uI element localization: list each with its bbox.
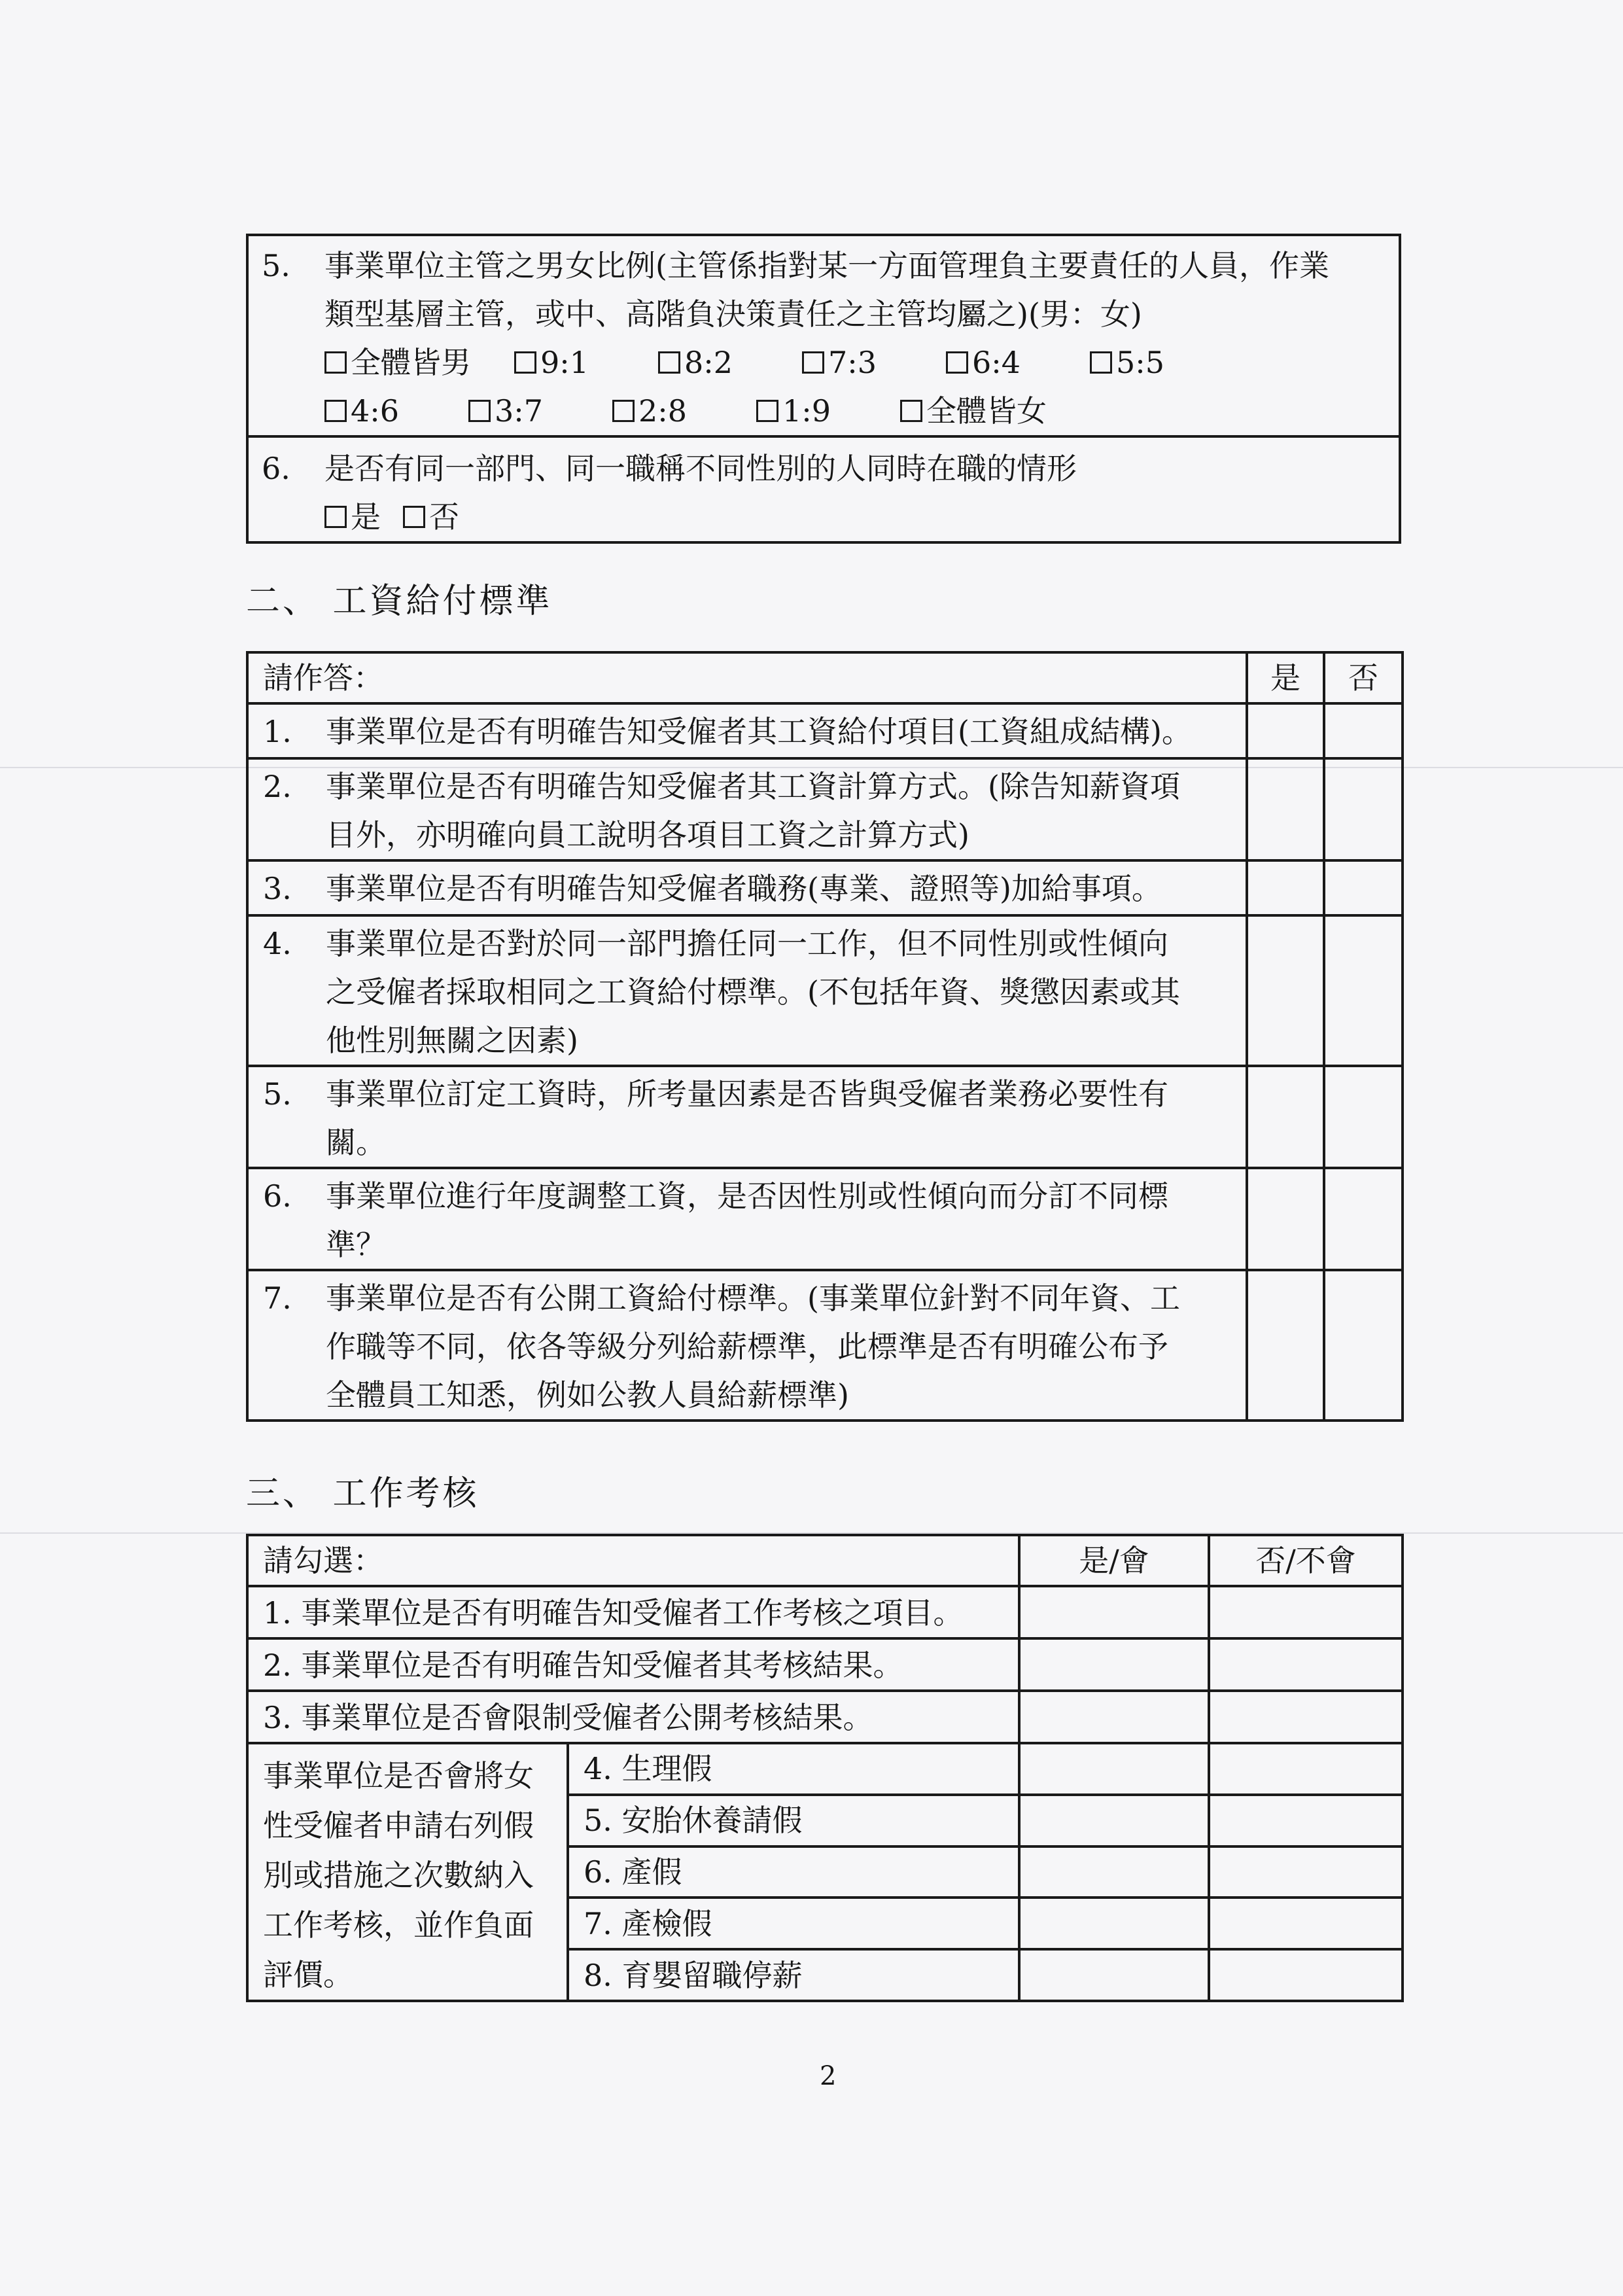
question-cell — [247, 1066, 1247, 1168]
option-label: 7:3 — [828, 345, 877, 380]
question-text-line: 事業單位主管之男女比例(主管係指對某一方面管理負主要責任的人員，作業 — [324, 248, 1329, 283]
question-row — [263, 864, 1246, 913]
yes-no-options — [324, 493, 1399, 541]
answer-cell-yes[interactable] — [1019, 1846, 1209, 1898]
checkbox[interactable] — [756, 400, 778, 422]
question-text-line: 之受僱者採取相同之工資給付標準。(不包括年資、獎懲因素或其 — [326, 974, 1180, 1010]
ratio-options-row — [324, 338, 1399, 387]
answer-cell-no[interactable] — [1209, 1586, 1403, 1638]
table-row — [247, 703, 1403, 758]
option-label: 1:9 — [782, 393, 831, 429]
answer-cell-yes[interactable] — [1019, 1795, 1209, 1846]
checkbox[interactable] — [658, 351, 680, 374]
table-row — [247, 1586, 1403, 1638]
question-cell: 3. 事業單位是否會限制受僱者公開考核結果。 — [247, 1691, 1019, 1743]
question-text-line: 事業單位進行年度調整工資，是否因性別或性傾向而分訂不同標 — [326, 1178, 1168, 1214]
leave-type-cell: 5. 安胎休養請假 — [568, 1795, 1019, 1846]
question-cell — [247, 860, 1247, 915]
question-text-line: 事業單位是否對於同一部門擔任同一工作，但不同性別或性傾向 — [326, 926, 1168, 961]
option-label: 全體皆女 — [926, 393, 1047, 429]
table-header-prompt: 請勾選： — [247, 1535, 1019, 1586]
checkbox[interactable] — [612, 400, 635, 422]
option-label: 6:4 — [972, 345, 1021, 380]
question-text-line: 目外，亦明確向員工說明各項目工資之計算方式) — [326, 817, 969, 853]
checkbox[interactable] — [468, 400, 491, 422]
question-row — [263, 919, 1246, 1065]
answer-cell-yes[interactable] — [1019, 1949, 1209, 2001]
question-text — [326, 864, 1246, 913]
option-label: 3:7 — [495, 393, 544, 429]
group-label-line: 性受僱者申請右列假 — [263, 1808, 534, 1843]
question-number: 1. — [263, 714, 292, 749]
answer-cell-no[interactable] — [1209, 1795, 1403, 1846]
answer-cell-yes[interactable] — [1247, 1066, 1324, 1168]
table-row — [247, 1743, 1403, 1795]
table-row — [247, 758, 1403, 860]
answer-cell-yes[interactable] — [1247, 703, 1324, 758]
table-header-prompt: 請作答： — [247, 652, 1247, 703]
question-number: 5. — [263, 1076, 292, 1112]
leave-type-cell: 4. 生理假 — [568, 1743, 1019, 1795]
question-text-line: 事業單位是否有明確告知受僱者其工資計算方式。(除告知薪資項 — [326, 769, 1180, 804]
column-header-yes: 是 — [1247, 652, 1324, 703]
answer-cell-no[interactable] — [1324, 758, 1403, 860]
table-row — [247, 915, 1403, 1066]
ratio-option[interactable] — [946, 338, 1090, 387]
table-row — [247, 860, 1403, 915]
ratio-option[interactable] — [900, 387, 1083, 435]
table-row — [247, 1638, 1403, 1691]
question-cell — [247, 758, 1247, 860]
question-text-line: 全體員工知悉，例如公教人員給薪標準) — [326, 1377, 849, 1413]
performance-review-table — [246, 1534, 1404, 2002]
option-label: 5:5 — [1116, 345, 1165, 380]
question-cell — [247, 915, 1247, 1066]
question-5-cell — [247, 235, 1400, 436]
checkbox[interactable] — [514, 351, 536, 374]
question-row — [263, 1274, 1246, 1419]
ratio-options-row — [324, 387, 1399, 435]
answer-cell-yes[interactable] — [1247, 860, 1324, 915]
option-label: 8:2 — [684, 345, 733, 380]
answer-cell-no[interactable] — [1209, 1846, 1403, 1898]
option-label: 2:8 — [638, 393, 688, 429]
question-text-line: 事業單位訂定工資時，所考量因素是否皆與受僱者業務必要性有 — [326, 1076, 1168, 1112]
question-cell — [247, 703, 1247, 758]
question-row — [263, 1172, 1246, 1269]
answer-cell-yes[interactable] — [1019, 1743, 1209, 1795]
question-cell — [247, 1168, 1247, 1270]
ratio-option[interactable] — [468, 387, 612, 435]
leave-type-cell: 7. 產檢假 — [568, 1898, 1019, 1949]
option-label: 否 — [429, 499, 459, 535]
answer-cell-no[interactable] — [1324, 703, 1403, 758]
question-text — [326, 1172, 1246, 1269]
question-number: 5. — [262, 248, 290, 283]
question-text — [326, 762, 1246, 859]
answer-cell-no[interactable] — [1209, 1898, 1403, 1949]
column-header-no: 否/不會 — [1209, 1535, 1403, 1586]
option-label: 是 — [351, 499, 381, 535]
section3-title: 三、 工作考核 — [246, 1474, 480, 1513]
answer-cell-no[interactable] — [1324, 1066, 1403, 1168]
question-cell: 2. 事業單位是否有明確告知受僱者其考核結果。 — [247, 1638, 1019, 1691]
ratio-option[interactable] — [756, 387, 900, 435]
question-number: 6. — [263, 1178, 292, 1214]
question-text-line: 他性別無關之因素) — [326, 1023, 578, 1058]
question-6-body — [324, 444, 1399, 541]
answer-cell-no[interactable] — [1209, 1949, 1403, 2001]
answer-cell-yes[interactable] — [1019, 1638, 1209, 1691]
ratio-option[interactable] — [514, 338, 658, 387]
answer-cell-no[interactable] — [1324, 860, 1403, 915]
checkbox[interactable] — [324, 400, 347, 422]
answer-cell-no[interactable] — [1324, 915, 1403, 1066]
question-5-text — [324, 241, 1399, 435]
ratio-option[interactable] — [324, 338, 514, 387]
question-row — [263, 1070, 1246, 1167]
leave-type-cell: 8. 育嬰留職停薪 — [568, 1949, 1019, 2001]
answer-cell-yes[interactable] — [1019, 1586, 1209, 1638]
answer-cell-yes[interactable] — [1247, 1168, 1324, 1270]
question-number: 2. — [263, 769, 292, 804]
answer-cell-yes[interactable] — [1019, 1691, 1209, 1743]
wage-standard-table — [246, 651, 1404, 1422]
checkbox[interactable] — [324, 351, 347, 374]
answer-cell-yes[interactable] — [1247, 1270, 1324, 1421]
column-header-no: 否 — [1324, 652, 1403, 703]
question-6-cell — [247, 436, 1400, 542]
section2-title: 二、 工資給付標準 — [246, 582, 553, 621]
checkbox[interactable] — [324, 506, 347, 528]
checkbox[interactable] — [1090, 351, 1112, 374]
ratio-option[interactable] — [324, 387, 468, 435]
option-label: 4:6 — [351, 393, 400, 429]
ratio-option[interactable] — [658, 338, 802, 387]
checkbox[interactable] — [900, 400, 922, 422]
question-text — [326, 1274, 1246, 1419]
table-row — [247, 1168, 1403, 1270]
answer-cell-no[interactable] — [1209, 1638, 1403, 1691]
question-text-line: 關。 — [326, 1125, 386, 1160]
question-row — [263, 707, 1246, 756]
page-number: 2 — [820, 2061, 837, 2091]
question-row — [263, 762, 1246, 859]
group-label-line: 別或措施之次數納入 — [263, 1858, 534, 1893]
group-label-line: 事業單位是否會將女 — [263, 1758, 534, 1793]
option-label: 全體皆男 — [351, 345, 471, 380]
group-label-line: 工作考核，並作負面 — [263, 1907, 534, 1943]
answer-cell-no[interactable] — [1324, 1168, 1403, 1270]
question-text-line: 作職等不同，依各等級分列給薪標準，此標準是否有明確公布予 — [326, 1329, 1168, 1364]
answer-cell-yes[interactable] — [1019, 1898, 1209, 1949]
question-text — [326, 707, 1246, 756]
section1-table — [246, 234, 1401, 544]
answer-cell-yes[interactable] — [1247, 915, 1324, 1066]
question-number: 4. — [263, 926, 292, 961]
question-text-line: 類型基層主管，或中、高階負決策責任之主管均屬之)(男：女) — [324, 296, 1142, 332]
question-text-line: 事業單位是否有明確告知受僱者其工資給付項目(工資組成結構)。 — [326, 714, 1192, 749]
checkbox[interactable] — [403, 506, 425, 528]
question-text — [326, 919, 1246, 1065]
answer-cell-yes[interactable] — [1247, 758, 1324, 860]
leave-type-cell: 6. 產假 — [568, 1846, 1019, 1898]
question-text-line: 準？ — [326, 1227, 386, 1262]
checkbox[interactable] — [946, 351, 968, 374]
ratio-option[interactable] — [802, 338, 946, 387]
question-cell — [247, 1270, 1247, 1421]
question-number: 3. — [263, 871, 292, 906]
question-number: 7. — [263, 1280, 292, 1316]
question-text-line: 事業單位是否有公開工資給付標準。(事業單位針對不同年資、工 — [326, 1280, 1180, 1316]
option-label: 9:1 — [540, 345, 589, 380]
ratio-option[interactable] — [403, 493, 481, 541]
question-text-line: 是否有同一部門、同一職稱不同性別的人同時在職的情形 — [324, 451, 1077, 486]
group-label-line: 評價。 — [263, 1957, 353, 1992]
question-text — [326, 1070, 1246, 1167]
answer-cell-no[interactable] — [1209, 1743, 1403, 1795]
leave-group-label-cell — [247, 1743, 568, 2001]
table-row — [247, 1270, 1403, 1421]
ratio-option[interactable] — [1090, 338, 1234, 387]
answer-cell-no[interactable] — [1209, 1691, 1403, 1743]
answer-cell-no[interactable] — [1324, 1270, 1403, 1421]
question-cell: 1. 事業單位是否有明確告知受僱者工作考核之項目。 — [247, 1586, 1019, 1638]
ratio-option[interactable] — [612, 387, 756, 435]
question-text-line: 事業單位是否有明確告知受僱者職務(專業、證照等)加給事項。 — [326, 871, 1162, 906]
ratio-option[interactable] — [324, 493, 403, 541]
column-header-yes: 是/會 — [1019, 1535, 1209, 1586]
table-row — [247, 1066, 1403, 1168]
table-row — [247, 1691, 1403, 1743]
question-number: 6. — [262, 451, 290, 486]
checkbox[interactable] — [802, 351, 824, 374]
